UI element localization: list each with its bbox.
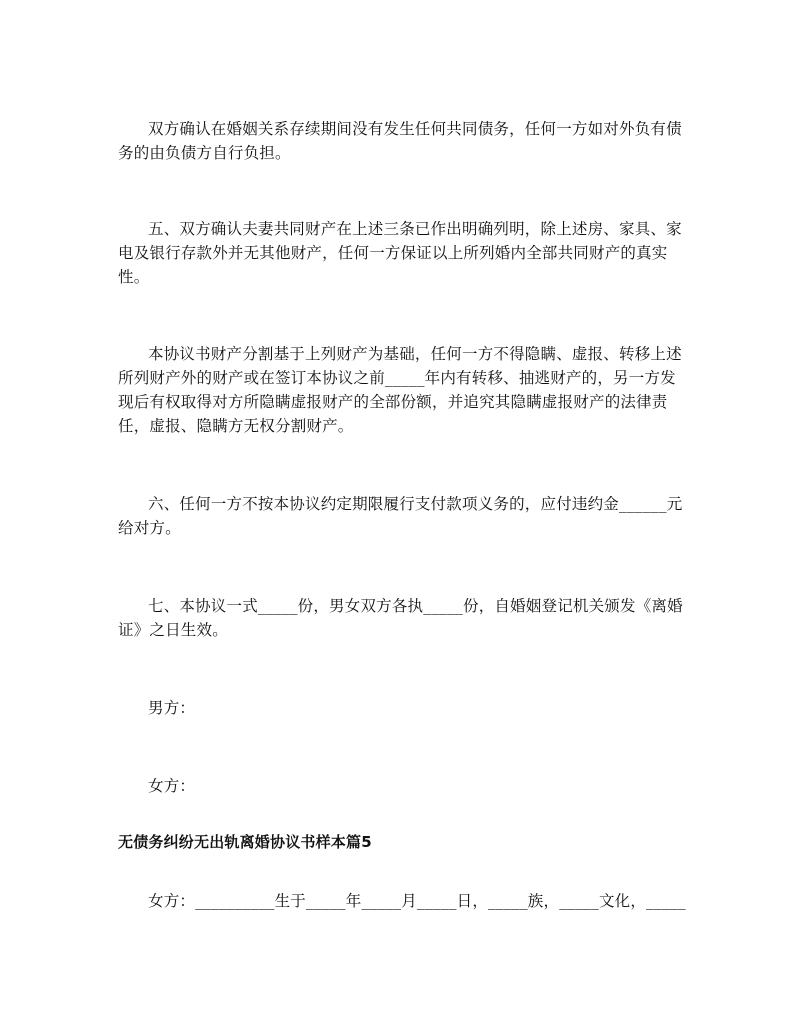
- signature-wife-label: 女方：: [148, 777, 196, 795]
- section-heading: 无债务纠纷无出轨离婚协议书样本篇5: [118, 833, 372, 851]
- paragraph-division-line-3: 现后有权取得对方所隐瞒虚报财产的全部份额，并追究其隐瞒虚报财产的法律责: [118, 393, 668, 411]
- paragraph-division-line-2: 所列财产外的财产或在签订本协议之前_____年内有转移、抽逃财产的，另一方发: [118, 369, 676, 387]
- paragraph-property-line-1: 五、双方确认夫妻共同财产在上述三条已作出明确列明，除上述房、家具、家: [148, 220, 682, 238]
- paragraph-property-line-2: 电及银行存款外并无其他财产，任何一方保证以上所列婚内全部共同财产的真实: [118, 244, 668, 262]
- paragraph-division-line-1: 本协议书财产分割基于上列财产为基础，任何一方不得隐瞒、虚报、转移上述: [148, 345, 682, 363]
- paragraph-property-line-3: 性。: [118, 268, 150, 286]
- paragraph-division-line-4: 任，虚报、隐瞒方无权分割财产。: [118, 417, 354, 435]
- paragraph-copies-line-1: 七、本协议一式_____份，男女双方各执_____份，自婚姻登记机关颁发《离婚: [148, 597, 683, 615]
- paragraph-debt-line-1: 双方确认在婚姻关系存续期间没有发生任何共同债务，任何一方如对外负有债: [148, 120, 682, 138]
- paragraph-penalty-line-1: 六、任何一方不按本协议约定期限履行支付款项义务的，应付违约金______元: [148, 495, 683, 513]
- paragraph-copies-line-2: 证》之日生效。: [118, 621, 228, 639]
- paragraph-penalty-line-2: 给对方。: [118, 519, 181, 537]
- wife-info-line: 女方：__________生于_____年_____月_____日，_____族，_____文化，_____: [148, 892, 686, 910]
- paragraph-debt-line-2: 务的由负债方自行负担。: [118, 144, 291, 162]
- signature-husband-label: 男方：: [148, 699, 196, 717]
